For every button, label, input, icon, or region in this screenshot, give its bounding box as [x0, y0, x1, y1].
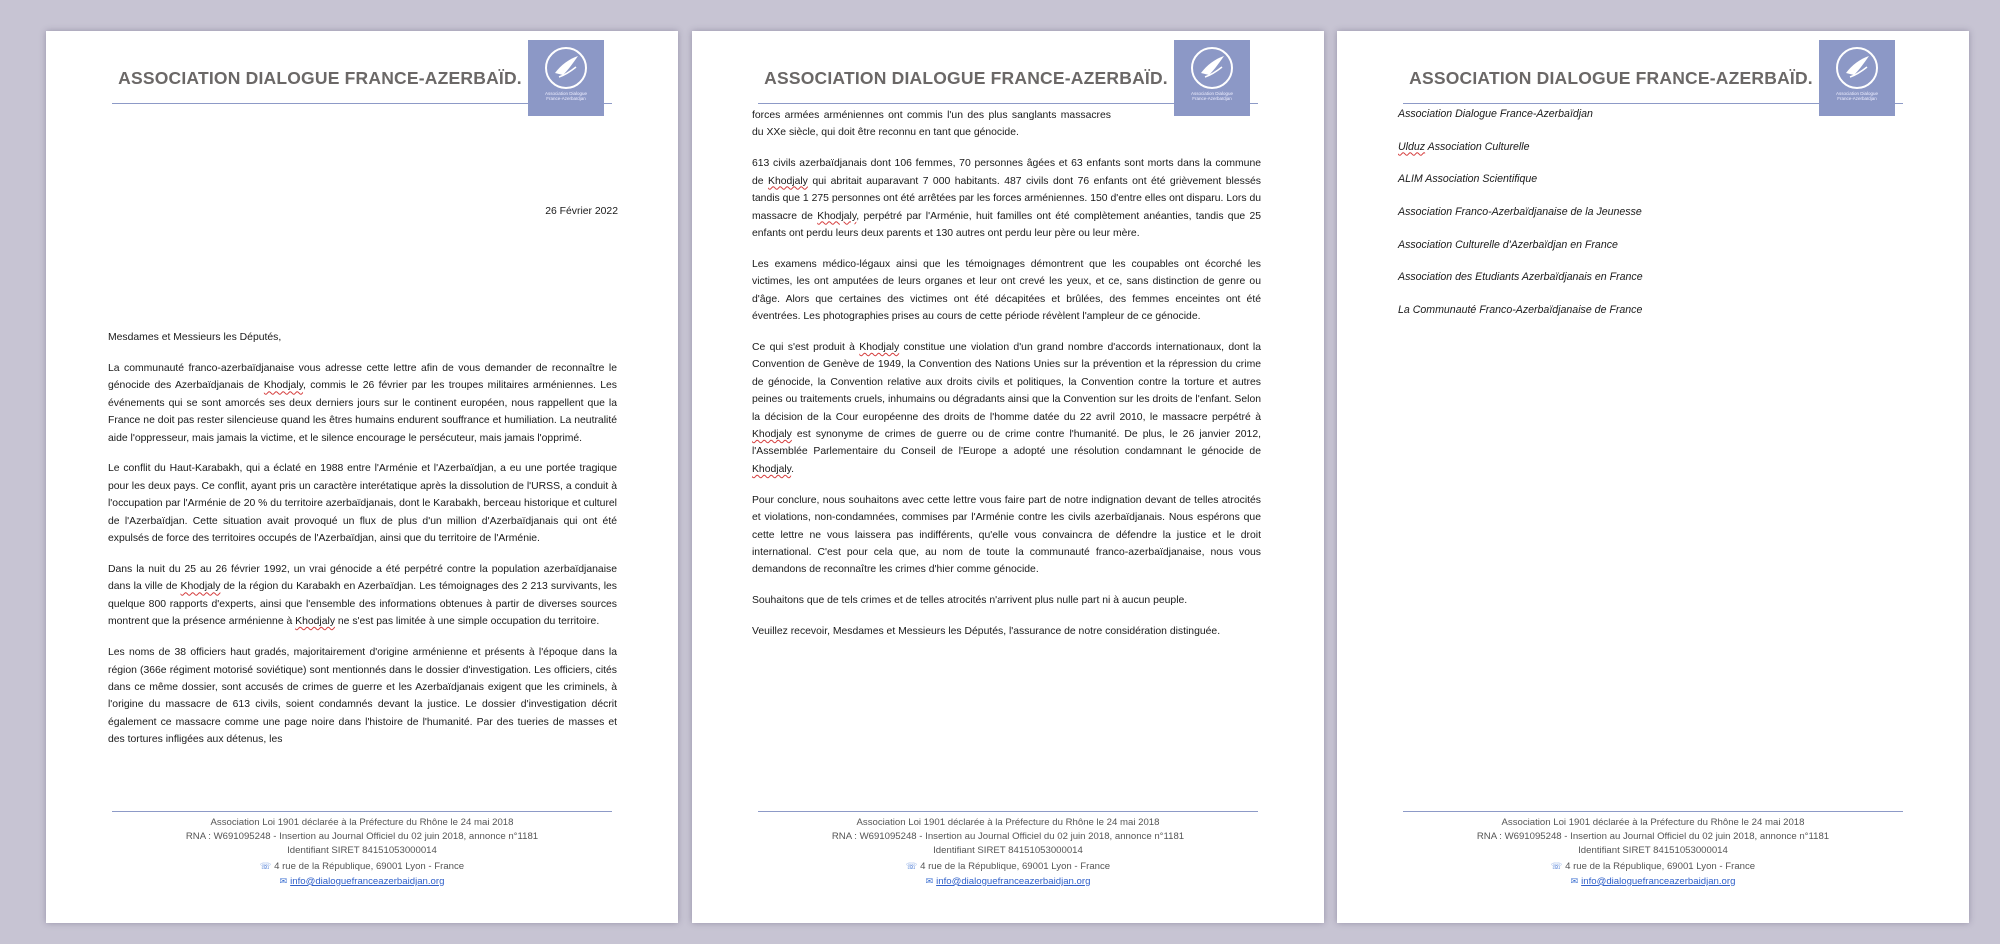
mail-icon: ✉: [925, 875, 934, 886]
text-segment: Dans la nuit du 25 au 26 février 1992, un vrai génocide a été perpétré contre la population azerbaïdjanaise dans la ville de: [108, 563, 617, 593]
signatory-item: [1398, 204, 1643, 237]
association-logo: [1819, 40, 1895, 116]
letter-date: 26 Février 2022: [545, 206, 618, 217]
text-segment: de la région du Karabakh en Azerbaïdjan. Les témoignages des 2 213 survivants, les quelque 800 rapports d'experts, ainsi que l'ensemble des informations obtenues à partir de diverses sources montrent que la présence arménienne à: [108, 581, 617, 628]
logo-caption-2: France-Azerbaïdjan: [546, 96, 586, 101]
paragraph: Les examens médico-légaux ainsi que les témoignages démontrent que les coupables ont écorché les victimes, les ont amputées de leurs organes et leur ont crevé les yeux, et ce, sans distinction de genre ou d'âge. Alors que certaines des victimes ont été décapitées et brûlées, des femmes enceintes ont été éventrées. Les photographies prises au cours de cette période révèlent l'ampleur de ce génocide.: [752, 258, 1261, 323]
text-segment: est synonyme de crimes de guerre ou de crime contre l'humanité. De plus, le 26 janvier 2012, l'Assemblée Parlementaire du Conseil de l'Europe a adopté une résolution condamnant le génocide de: [752, 429, 1261, 458]
footer-line-3: Identifiant SIRET 84151053000014: [287, 845, 437, 857]
header-title: ASSOCIATION DIALOGUE FRANCE-AZERBAÏD.: [1409, 68, 1813, 88]
signatory-name: ALIM Association Scientifique: [1398, 173, 1538, 186]
dove-logo-icon: [1834, 45, 1880, 91]
footer-rule: [758, 811, 1258, 812]
khodjaly-word: Khodjaly: [295, 616, 336, 628]
association-logo: [1174, 40, 1250, 116]
khodjaly-word: Khodjaly: [817, 210, 857, 222]
footer-line-1: Association Loi 1901 déclarée à la Préfecture du Rhône le 24 mai 2018: [856, 817, 1160, 828]
paragraph: Les noms de 38 officiers haut gradés, majoritairement d'origine arménienne et présents à l'époque dans la région (366e régiment motorisé soviétique) sont mentionnés dans le dossier d'investigation. Les officiers, cités dans ce même dossier, sont accusés de crimes de guerre et les Azerbaïdjanais exigent que les criminels, à l'origine du massacre de 613 civils, soient condamnés devant la justice. Le dossier d'investigation décrit également ce massacre comme une page noire dans l'histoire de l'humanité. Par des tueries de masses et des tortures infligées aux détenus, les: [108, 647, 617, 746]
salutation: Mesdames et Messieurs les Députés,: [108, 332, 282, 343]
footer-address-text: 4 rue de la République, 69001 Lyon - France: [1565, 860, 1756, 872]
footer-line-2: RNA : W691095248 - Insertion au Journal Officiel du 02 juin 2018, annonce n°1181: [1476, 831, 1830, 843]
signatory-name: Association Franco-Azerbaïdjanaise de la Jeunesse: [1398, 206, 1642, 219]
footer-line-1: Association Loi 1901 déclarée à la Préfecture du Rhône le 24 mai 2018: [1501, 817, 1805, 828]
footer-line-1: Association Loi 1901 déclarée à la Préfecture du Rhône le 24 mai 2018: [210, 817, 514, 828]
khodjaly-word: Khodjaly: [752, 463, 792, 475]
signatory-name: Association Culturelle: [1425, 140, 1530, 153]
footer: [1337, 816, 1969, 889]
header-title: ASSOCIATION DIALOGUE FRANCE-AZERBAÏD.: [118, 68, 522, 88]
letter-page-3: [1337, 31, 1969, 923]
paragraph: Souhaitons que de tels crimes et de telles atrocités n'arrivent plus nulle part ni à aucun peuple.: [752, 595, 1188, 607]
signatory-item: [1398, 106, 1643, 139]
signatory-name: Association Dialogue France-Azerbaïdjan: [1398, 108, 1593, 120]
signatory-name: Association Culturelle d'Azerbaïdjan en France: [1398, 238, 1618, 251]
paragraph: Le conflit du Haut-Karabakh, qui a éclaté en 1988 entre l'Arménie et l'Azerbaïdjan, a eu une portée tragique pour les deux pays. Ce conflit, ayant pris un caractère interétatique après la dissolution de l'URSS, a conduit à l'occupation par l'Arménie de 20 % du territoire azerbaïdjanais, dont le Karabakh, berceau historique et culturel de l'Azerbaïdjan. Cette situation avait provoqué un flux de plus d'un million d'Azerbaïdjanais qui ont été expulsés de force des territoires occupés de l'Azerbaïdjan, ainsi que du territoire de l'Arménie.: [108, 463, 617, 545]
footer-email: [1337, 874, 1969, 889]
logo-caption-2: France-Azerbaïdjan: [1837, 96, 1877, 101]
logo-caption-1: Association Dialogue: [1835, 91, 1879, 96]
address-icon: ☏: [905, 860, 918, 871]
khodjaly-word: Khodjaly: [180, 581, 221, 593]
footer-email: [692, 874, 1324, 889]
footer-line-3: Identifiant SIRET 84151053000014: [1578, 845, 1728, 857]
footer-address: [46, 859, 678, 874]
signatory-name-underlined: Ulduz: [1398, 140, 1426, 153]
email-link[interactable]: info@dialoguefranceazerbaidjan.org: [1581, 875, 1736, 887]
email-link[interactable]: info@dialoguefranceazerbaidjan.org: [936, 875, 1091, 887]
paragraph: Pour conclure, nous souhaitons avec cette lettre vous faire part de notre indignation devant de telles atrocités et violations, non-condamnées, commises par l'Arménie contre les civils azerbaïdjanais. Nous espérons que cette lettre ne vous laissera pas indifférents, qu'elle vous convaincra de défendre la justice et le droit international. C'est pour cela que, au nom de toute la communauté franco-azerbaïdjanaise, nous vous demandons de reconnaître les crimes d'hier comme génocide.: [752, 494, 1261, 576]
footer-email: [46, 874, 678, 889]
email-link[interactable]: info@dialoguefranceazerbaidjan.org: [290, 875, 445, 887]
signatory-item: [1398, 302, 1643, 335]
letter-body-page-2: [752, 107, 1261, 654]
footer-address: [1337, 859, 1969, 874]
mail-icon: ✉: [279, 875, 288, 886]
paragraph: [752, 155, 1261, 242]
footer-rule: [1403, 811, 1903, 812]
signatory-name: Association des Etudiants Azerbaïdjanais en France: [1398, 271, 1643, 284]
text-segment: , commis le 26 février par les troupes militaires arméniennes. Les événements qui se sont amorcés ses deux derniers jours sur le continent européen, nous rappellent que la France ne doit pas rester silencieuse quand les êtres humains endurent souffrance et humiliation. La neutralité aide l'oppresseur, mais jamais la victime, et le silence encourage le persécuteur, mais jamais l'opprimé.: [108, 380, 618, 444]
khodjaly-word: Khodjaly: [859, 341, 900, 353]
text-segment: La communauté franco-azerbaïdjanaise vous adresse cette lettre afin de vous demander de reconnaître le génocide des Azerbaïdjanais de: [108, 362, 617, 392]
footer-address-text: 4 rue de la République, 69001 Lyon - France: [274, 860, 465, 872]
address-icon: ☏: [259, 860, 272, 871]
dove-logo-icon: [1189, 45, 1235, 91]
footer-address: [692, 859, 1324, 874]
mail-icon: ✉: [1570, 875, 1579, 886]
header-title: ASSOCIATION DIALOGUE FRANCE-AZERBAÏD.: [764, 68, 1168, 88]
signatories-list: [1398, 106, 1643, 335]
signatory-item: [1398, 269, 1643, 302]
signatory-item: [1398, 139, 1643, 172]
signatory-item: [1398, 237, 1643, 270]
text-segment: , perpétré par l'Arménie, huit familles ont été complètement anéanties, tandis que 25 enfants ont perdu leurs deux parents et 130 autres ont perdu leur père ou leur mère.: [752, 210, 1261, 239]
logo-caption-1: Association Dialogue: [1190, 91, 1234, 96]
address-icon: ☏: [1550, 860, 1563, 871]
text-segment: Ce qui s'est produit à: [752, 341, 860, 353]
footer: [692, 816, 1324, 889]
signatory-name: La Communauté Franco-Azerbaïdjanaise de France: [1398, 304, 1643, 317]
letter-page-1: [46, 31, 678, 923]
text-segment: .: [791, 463, 794, 475]
footer-address-text: 4 rue de la République, 69001 Lyon - France: [920, 860, 1111, 872]
letter-page-2: [692, 31, 1324, 923]
paragraph: [752, 339, 1261, 478]
footer-line-2: RNA : W691095248 - Insertion au Journal Officiel du 02 juin 2018, annonce n°1181: [831, 831, 1185, 843]
dove-logo-icon: [543, 45, 589, 91]
footer-line-3: Identifiant SIRET 84151053000014: [933, 845, 1083, 857]
closing-paragraph: Veuillez recevoir, Mesdames et Messieurs les Députés, l'assurance de notre considération distinguée.: [752, 626, 1221, 638]
paragraph: forces armées arméniennes ont commis l'un des plus sanglants massacres du XXe siècle, qui doit être reconnu en tant que génocide.: [752, 110, 1111, 139]
paragraph: [108, 360, 617, 447]
logo-caption-2: France-Azerbaïdjan: [1192, 96, 1232, 101]
signatory-item: [1398, 171, 1643, 204]
text-segment: qui abritait auparavant 7 000 habitants. 487 civils dont 76 enfants ont été grièvement blessés tandis que 1 275 personnes ont été arrêtées par les forces arméniennes. 150 d'entre elles ont disparu. Lors du massacre de: [752, 175, 1261, 222]
logo-caption-1: Association Dialogue: [544, 91, 588, 96]
khodjaly-word: Khodjaly: [263, 380, 304, 392]
footer-rule: [112, 811, 612, 812]
footer-line-2: RNA : W691095248 - Insertion au Journal Officiel du 02 juin 2018, annonce n°1181: [185, 831, 539, 843]
khodjaly-word: Khodjaly: [752, 429, 792, 440]
association-logo: [528, 40, 604, 116]
khodjaly-word: Khodjaly: [768, 175, 808, 187]
text-segment: constitue une violation d'un grand nombre d'accords internationaux, dont la Convention de Genève de 1949, la Convention des Nations Unies sur la prévention et la répression du crime de génocide, la Convention relative aux droits civils et politiques, la Convention contre la torture et autres peines ou traitements cruels, inhumains ou dégradants ainsi que la Convention sur les droits de l'enfant. Selon la décision de la Cour européenne des droits de l'homme datée du 22 avril 2010, le massacre perpétré à: [752, 341, 1261, 423]
paragraph: [108, 561, 617, 631]
letter-body-page-1: [108, 329, 617, 762]
text-segment: ne s'est pas limitée à une simple occupation du territoire.: [335, 616, 600, 628]
footer: [46, 816, 678, 889]
text-segment: 613 civils azerbaïdjanais dont 106 femmes, 70 personnes âgées et 63 enfants sont morts dans la commune de: [752, 158, 1261, 187]
